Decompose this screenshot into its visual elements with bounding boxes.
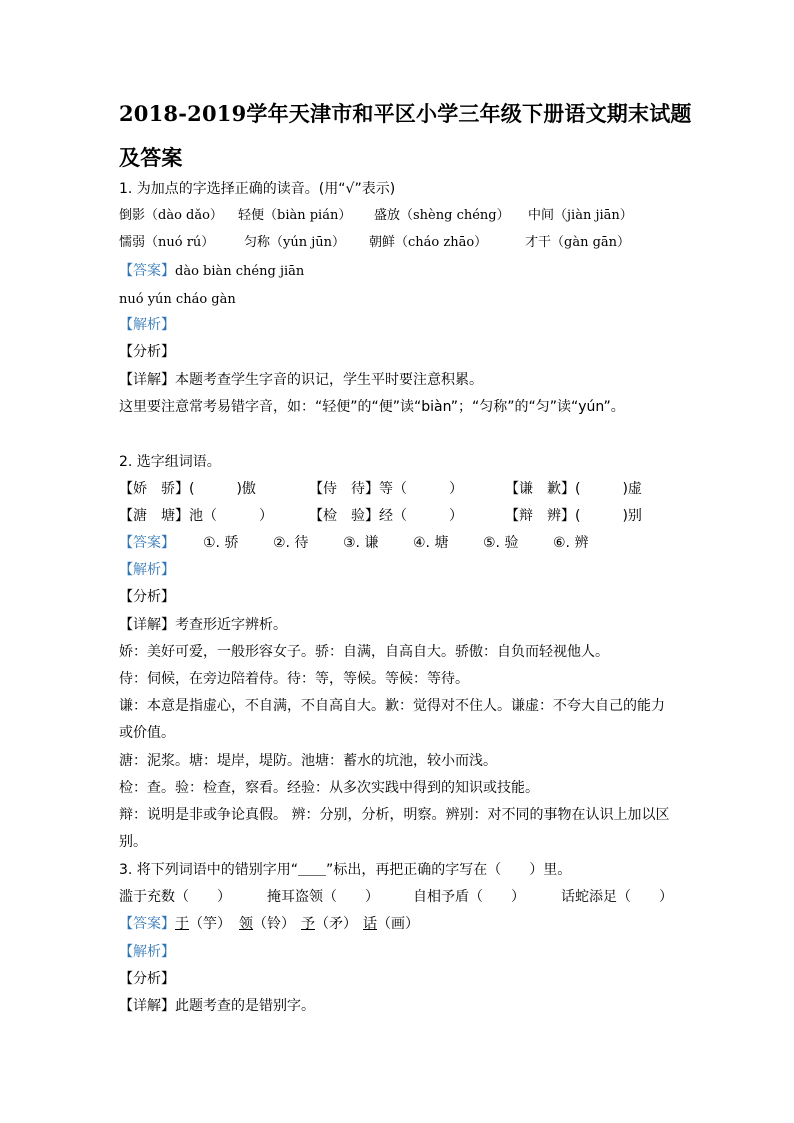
q3-wrong-char: 于 xyxy=(175,916,189,932)
q2-answer xyxy=(119,534,588,552)
q3-wrong-char: 予 xyxy=(301,916,315,932)
q1-xiangjie xyxy=(119,371,483,389)
q2-row2 xyxy=(119,507,642,525)
q2-item: 【娇 骄】( )傲 xyxy=(119,481,256,497)
xiangjie-label: 【详解】 xyxy=(119,998,175,1014)
q1-item: 中间（jiàn jiān） xyxy=(528,208,633,223)
q3-xiangjie xyxy=(119,997,315,1015)
q3-correct-char: （铃） xyxy=(253,916,295,932)
xiangjie-label: 【详解】 xyxy=(119,372,175,388)
q3-answer xyxy=(119,915,419,933)
q2-xiangjie xyxy=(119,616,287,634)
answer-label: 【答案】 xyxy=(119,263,175,279)
q3-wrong-char: 领 xyxy=(239,916,253,932)
q1-answer-line2: nuó yún cháo gàn xyxy=(119,292,236,307)
q2-answer-item: ④. 塘 xyxy=(413,535,449,551)
q1-item: 倒影（dào dǎo） xyxy=(119,208,223,223)
q1-item: 轻便（biàn pián） xyxy=(238,208,352,223)
q2-stem: 2. 选字组词语。 xyxy=(119,454,221,470)
q3-items xyxy=(119,888,673,906)
q1-answer-text: dào biàn chéng jiān xyxy=(175,264,305,279)
q2-answer-item: ②. 待 xyxy=(273,535,309,551)
q3-fenxi-label: 【分析】 xyxy=(119,971,175,987)
q2-explain-line: 辩：说明是非或争论真假。 辨：分别，分析，明察。辨别：对不同的事物在认识上加以区 xyxy=(119,807,670,823)
q2-explain-line: 或价值。 xyxy=(119,725,175,741)
q1-item: 懦弱（nuó rú） xyxy=(119,235,215,250)
q2-item: 【溏 塘】池（ ） xyxy=(119,508,273,524)
q2-explain-line: 娇：美好可爱，一般形容女子。骄：自满，自高自大。骄傲：自负而轻视他人。 xyxy=(119,644,609,660)
q2-item: 【谦 歉】( )虚 xyxy=(505,481,642,497)
q2-explain-line: 别。 xyxy=(119,834,147,850)
xiangjie-text: 本题考查学生字音的识记，学生平时要注意积累。 xyxy=(175,372,483,388)
q1-item: 匀称（yún jūn） xyxy=(244,235,345,250)
xiangjie-label: 【详解】 xyxy=(119,617,175,633)
q2-row1 xyxy=(119,480,642,498)
q3-stem: 3. 将下列词语中的错别字用“＿＿”标出，再把正确的字写在（ ）里。 xyxy=(119,862,572,878)
q2-item: 【辩 辨】( )别 xyxy=(505,508,642,524)
q3-wrong-char: 话 xyxy=(363,916,377,932)
q1-answer xyxy=(119,262,304,281)
q2-fenxi-label: 【分析】 xyxy=(119,589,175,605)
q3-item: 掩耳盗领（ ） xyxy=(267,889,379,905)
xiangjie-text: 此题考查的是错别字。 xyxy=(175,998,315,1014)
q2-item: 【侍 待】等（ ） xyxy=(309,481,463,497)
q2-answer-item: ③. 谦 xyxy=(343,535,379,551)
q1-note: 这里要注意常考易错字音，如：“轻便”的“便”读“biàn”；“匀称”的“匀”读“yún”。 xyxy=(119,399,625,415)
q1-item: 才干（gàn gān） xyxy=(525,235,631,250)
q3-correct-char: （矛） xyxy=(315,916,357,932)
q1-item: 盛放（shèng chéng） xyxy=(374,208,510,223)
q2-answer-item: ①. 骄 xyxy=(203,535,239,551)
q3-item: 自相予盾（ ） xyxy=(413,889,525,905)
q2-explain-line: 检：查。验：检查，察看。经验：从多次实践中得到的知识或技能。 xyxy=(119,780,539,796)
q2-explain-line: 侍：伺候，在旁边陪着侍。待：等，等候。等候：等待。 xyxy=(119,671,469,687)
q3-correct-char: （画） xyxy=(377,916,419,932)
q3-item: 话蛇添足（ ） xyxy=(561,889,673,905)
q2-explain-line: 谦：本意是指虚心，不自满，不自高自大。歉：觉得对不住人。谦虚：不夸大自己的能力 xyxy=(119,698,665,714)
xiangjie-text: 考查形近字辨析。 xyxy=(175,617,287,633)
q1-jiexi-label: 【解析】 xyxy=(119,317,175,333)
q3-jiexi-label: 【解析】 xyxy=(119,944,175,960)
q3-correct-char: （竽） xyxy=(189,916,231,932)
q1-item: 朝鲜（cháo zhāo） xyxy=(369,235,488,250)
q1-stem: 1. 为加点的字选择正确的读音。(用“√”表示) xyxy=(119,181,396,197)
q1-row2 xyxy=(119,234,630,252)
answer-label: 【答案】 xyxy=(119,535,175,551)
doc-title-line1: 2018-2019学年天津市和平区小学三年级下册语文期末试题 xyxy=(119,101,692,126)
q2-item: 【检 验】经（ ） xyxy=(309,508,463,524)
answer-label: 【答案】 xyxy=(119,916,175,932)
q3-item: 滥于充数（ ） xyxy=(119,889,231,905)
q2-explain-line: 溏：泥浆。塘：堤岸，堤防。池塘：蓄水的坑池，较小而浅。 xyxy=(119,753,497,769)
q2-answer-item: ⑥. 辨 xyxy=(553,535,589,551)
q2-jiexi-label: 【解析】 xyxy=(119,562,175,578)
q1-row1 xyxy=(119,207,633,225)
q1-fenxi-label: 【分析】 xyxy=(119,344,175,360)
q2-answer-item: ⑤. 验 xyxy=(483,535,519,551)
doc-title-line2: 及答案 xyxy=(119,145,183,170)
